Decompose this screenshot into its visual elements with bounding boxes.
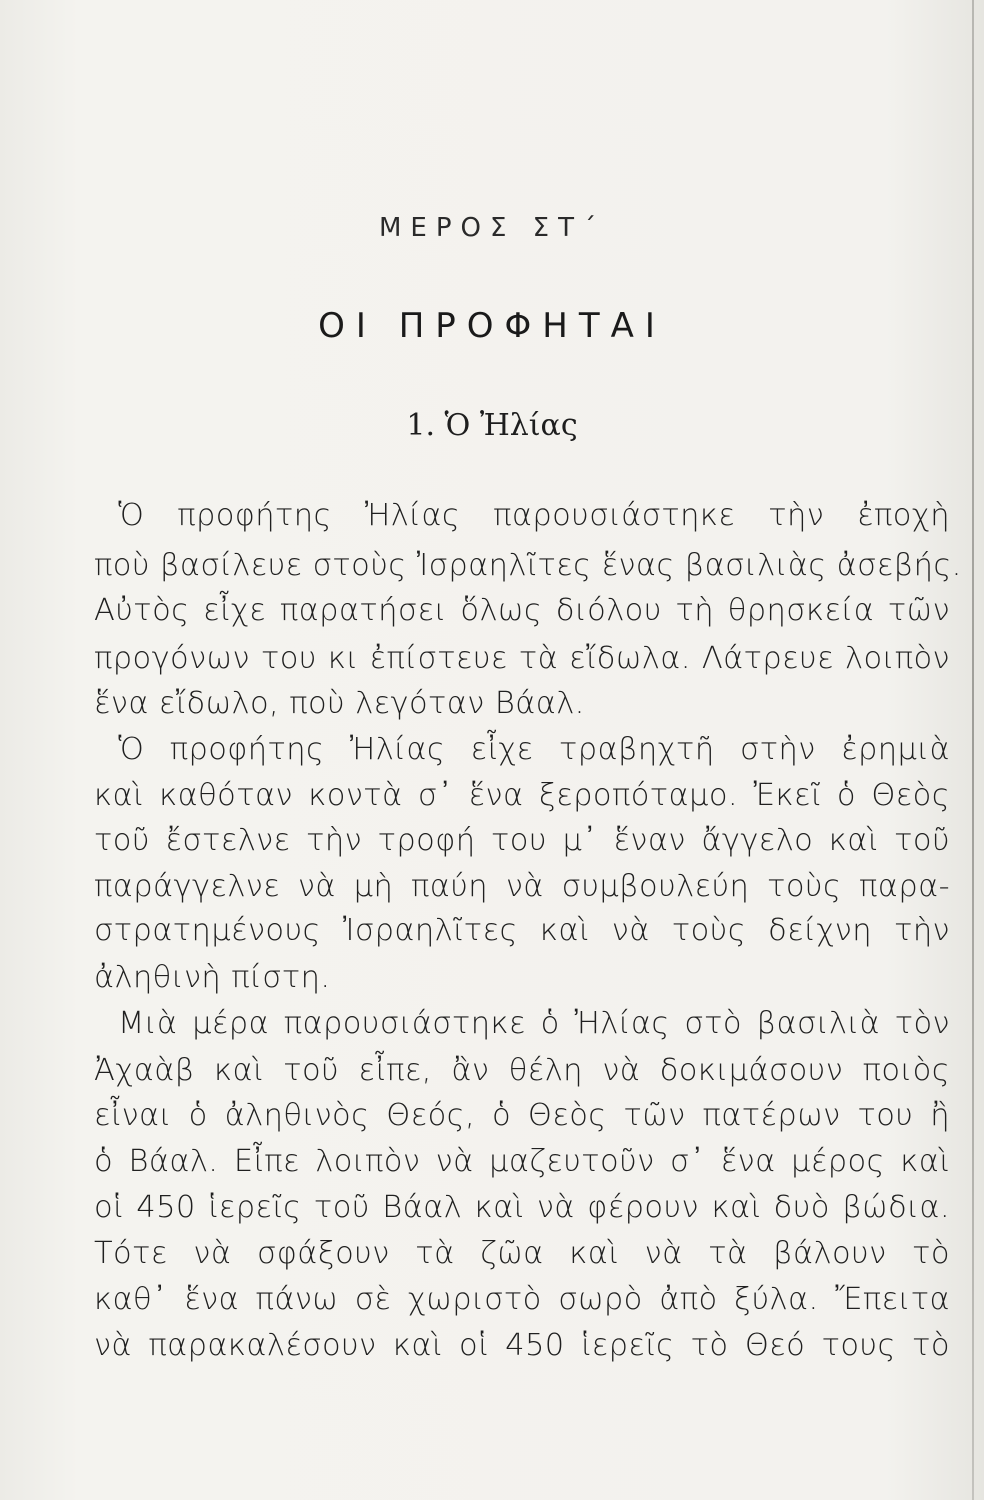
text-line: καθ᾿ ἕνα πάνω σὲ χωριστὸ σωρὸ ἀπὸ ξύλα. Ἔπειτα [94, 1282, 950, 1317]
text-line: προγόνων του κι ἐπίστευε τὰ εἴδωλα. Λάτρευε λοιπὸν [94, 641, 950, 676]
part-label: ΜΕΡΟΣ ΣΤ΄ [378, 213, 605, 243]
text-line: παράγγελνε νὰ μὴ παύη νὰ συμβουλεύη τοὺς παρα- [94, 869, 950, 904]
text-line: ἕνα εἴδωλο, ποὺ λεγόταν Βάαλ. [94, 686, 585, 721]
text-line: Μιὰ μέρα παρουσιάστηκε ὁ Ἠλίας στὸ βασιλιὰ τὸν [118, 1006, 950, 1041]
text-line: Τότε νὰ σφάξουν τὰ ζῶα καὶ νὰ τὰ βάλουν τὸ [94, 1236, 950, 1271]
text-line: καὶ καθόταν κοντὰ σ᾿ ἕνα ξεροπόταμο. Ἐκεῖ ὁ Θεὸς [94, 778, 950, 813]
text-line: νὰ παρακαλέσουν καὶ οἱ 450 ἱερεῖς τὸ Θεό τους τὸ [94, 1328, 950, 1363]
text-line: τοῦ ἔστελνε τὴν τροφή του μ᾿ ἕναν ἄγγελο καὶ τοῦ [94, 823, 950, 858]
text-line: στρατημένους Ἰσραηλῖτες καὶ νὰ τοὺς δείχνη τὴν [94, 913, 950, 948]
text-line: Αὐτὸς εἶχε παρατήσει ὅλως διόλου τὴ θρησκεία τῶν [94, 593, 950, 628]
text-line: Ἀχαὰβ καὶ τοῦ εἶπε, ἂν θέλη νὰ δοκιμάσουν ποιὸς [94, 1053, 950, 1088]
chapter-title: ΟΙ ΠΡΟΦΗΤΑΙ [318, 306, 666, 346]
text-line: οἱ 450 ἱερεῖς τοῦ Βάαλ καὶ νὰ φέρουν καὶ δυὸ βώδια. [94, 1190, 950, 1225]
text-line: ἀληθινὴ πίστη. [94, 960, 331, 995]
section-title: 1. Ὁ Ἠλίας [406, 408, 578, 443]
text-line: Ὁ προφήτης Ἠλίας εἶχε τραβηχτῆ στὴν ἐρημιὰ [118, 732, 950, 767]
text-line: ποὺ βασίλευε στοὺς Ἰσραηλῖτες ἕνας βασιλιὰς ἀσεβής. [94, 548, 962, 583]
text-line: εἶναι ὁ ἀληθινὸς Θεός, ὁ Θεὸς τῶν πατέρων του ἢ [94, 1098, 950, 1133]
text-line: Ὁ προφήτης Ἠλίας παρουσιάστηκε τὴν ἐποχὴ [118, 498, 950, 533]
text-line: ὁ Βάαλ. Εἶπε λοιπὸν νὰ μαζευτοῦν σ᾿ ἕνα μέρος καὶ [94, 1144, 950, 1179]
